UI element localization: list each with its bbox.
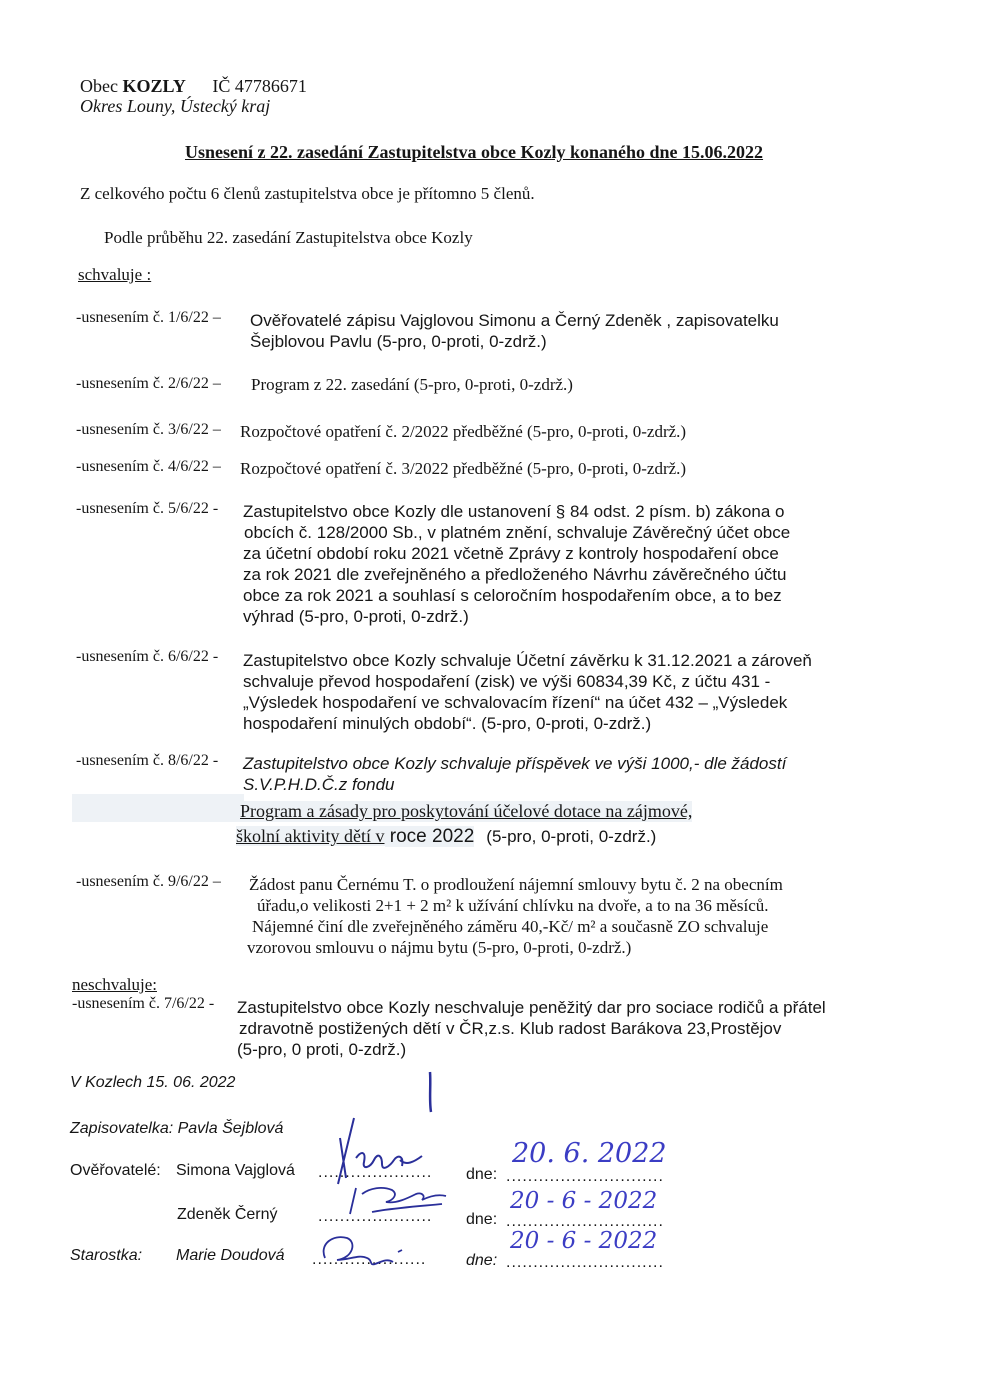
verifier-1-signature	[338, 1118, 422, 1184]
resolution-text-2: Program z 22. zasedání (5-pro, 0-proti, 0-zdrž.)	[251, 375, 573, 394]
resolution-line: Šejblovou Pavlu (5-pro, 0-proti, 0-zdrž.)	[250, 332, 547, 351]
mayor-date-label: dne:	[466, 1252, 498, 1269]
rejects-heading: neschvaluje:	[72, 975, 157, 994]
resolution-line: Ověřovatelé zápisu Vajglovou Simonu a Černý Zdeněk , zapisovatelku	[250, 311, 779, 330]
resolution-line: Zastupitelstvo obce Kozly dle ustanovení § 84 odst. 2 písm. b) zákona o	[243, 502, 785, 521]
approves-heading: schvaluje :	[78, 265, 152, 284]
verifier-2-dots: .....................	[318, 1208, 433, 1225]
resolution-line: (5-pro, 0 proti, 0-zdrž.)	[237, 1040, 407, 1059]
place-date: V Kozlech 15. 06. 2022	[70, 1074, 236, 1091]
resolution-line: zdravotně postižených dětí v ČR,z.s. Klub radost Barákova 23,Prostějov	[239, 1019, 782, 1038]
resolution-prefix-1: -usnesením č. 1/6/22 –	[76, 309, 221, 326]
resolution-line: Žádost panu Černému T. o prodloužení nájemní smlouvy bytu č. 2 na obecním	[249, 875, 783, 894]
resolution-prefix-5: -usnesením č. 5/6/22 -	[76, 500, 219, 517]
resolution-line: hospodaření minulých období“. (5-pro, 0-proti, 0-zdrž.)	[243, 714, 652, 733]
verifier-2-date-label: dne:	[466, 1211, 498, 1228]
company-id: IČ 47786671	[212, 76, 307, 96]
verifier-1-name: Simona Vajglová	[176, 1162, 295, 1179]
verifier-1-dots: .....................	[318, 1164, 433, 1181]
municipality-prefix: Obec	[80, 76, 118, 96]
resolution-prefix-6: -usnesením č. 6/6/22 -	[76, 648, 219, 665]
fund-program-line: Program a zásady pro poskytování účelové dotace na zájmové,	[240, 801, 693, 821]
resolution-line: za rok 2021 dle zveřejněného a předloženého Návrhu závěrečného účtu	[243, 565, 787, 584]
verifier-1-date-dots: .............................	[506, 1168, 664, 1185]
resolution-line: obce za rok 2021 a souhlasí s celoročním hospodařením obce, a to bez	[243, 586, 782, 605]
verifier-2-signature	[350, 1188, 446, 1214]
resolution-prefix-4: -usnesením č. 4/6/22 –	[76, 458, 221, 475]
resolution-line: Zastupitelstvo obce Kozly schvaluje příspěvek ve výši 1000,- dle žádostí	[243, 754, 787, 773]
verifier-2-name: Zdeněk Černý	[177, 1206, 278, 1223]
resolution-line: výhrad (5-pro, 0-proti, 0-zdrž.)	[243, 607, 469, 626]
fund-program-text: školní aktivity dětí v	[236, 826, 385, 846]
resolution-prefix-2: -usnesením č. 2/6/22 –	[76, 375, 221, 392]
verifier-1-handwritten-date: 20. 6. 2022	[512, 1138, 667, 1169]
verifier-1-date-label: dne:	[466, 1166, 498, 1183]
resolution-prefix-8: -usnesením č. 8/6/22 -	[76, 752, 219, 769]
resolution-line: Nájemné činí dle zveřejněného záměru 40,-Kč/ m² a současně ZO schvaluje	[252, 917, 769, 936]
mayor-signature	[324, 1237, 402, 1264]
course-text: Podle průběhu 22. zasedání Zastupitelstva obce Kozly	[104, 228, 473, 247]
rejected-prefix-7: -usnesením č. 7/6/22 -	[72, 995, 215, 1012]
municipality-name: KOZLY	[122, 76, 186, 96]
resolution-line: vzorovou smlouvu o nájmu bytu (5-pro, 0-proti, 0-zdrž.)	[247, 938, 632, 957]
resolution-text-3: Rozpočtové opatření č. 2/2022 předběžné (5-pro, 0-proti, 0-zdrž.)	[240, 422, 687, 441]
resolution-line: Zastupitelstvo obce Kozly schvaluje Účetní závěrku k 31.12.2021 a zároveň	[243, 651, 812, 670]
recorder-line: Zapisovatelka: Pavla Šejblová	[70, 1120, 284, 1137]
attendance-text: Z celkového počtu 6 členů zastupitelstva obce je přítomno 5 členů.	[80, 184, 535, 203]
mayor-handwritten-date: 20 - 6 - 2022	[510, 1228, 658, 1254]
verifiers-label: Ověřovatelé:	[70, 1162, 161, 1179]
resolution-text-4: Rozpočtové opatření č. 3/2022 předběžné (5-pro, 0-proti, 0-zdrž.)	[240, 459, 687, 478]
resolution-line: S.V.P.H.D.Č.z fondu	[243, 775, 395, 794]
mayor-dots: .....................	[312, 1251, 427, 1268]
margin-stroke	[430, 1072, 431, 1112]
mayor-name: Marie Doudová	[176, 1247, 285, 1264]
mayor-label: Starostka:	[70, 1247, 143, 1264]
resolution-prefix-9: -usnesením č. 9/6/22 –	[76, 873, 221, 890]
district-line: Okres Louny, Ústecký kraj	[80, 96, 271, 116]
resolution-line: obcích č. 128/2000 Sb., v platném znění, schvaluje Závěrečný účet obce	[244, 523, 791, 542]
fund-year: roce 2022	[384, 826, 475, 847]
document-title: Usnesení z 22. zasedání Zastupitelstva obce Kozly konaného dne 15.06.2022	[185, 142, 764, 162]
resolution-prefix-3: -usnesením č. 3/6/22 –	[76, 421, 221, 438]
resolution-line: úřadu,o velikosti 2+1 + 2 m² k užívání chlívku na dvoře, a to na 36 měsíců.	[257, 896, 769, 915]
resolution-line: schvaluje převod hospodaření (zisk) ve výši 60834,39 Kč, z účtu 431 -	[243, 672, 771, 691]
fund-votes: (5-pro, 0-proti, 0-zdrž.)	[486, 827, 657, 846]
verifier-2-handwritten-date: 20 - 6 - 2022	[510, 1188, 658, 1214]
resolution-line: „Výsledek hospodaření ve schvalovacím řízení“ na účet 432 – „Výsledek	[243, 693, 788, 712]
resolution-line: za účetní období roku 2021 včetně Zprávy z kontroly hospodaření obce	[243, 544, 779, 563]
mayor-date-dots: .............................	[506, 1254, 664, 1271]
resolution-line: Zastupitelstvo obce Kozly neschvaluje peněžitý dar pro sociace rodičů a přátel	[237, 998, 826, 1017]
verifier-2-date-dots: .............................	[506, 1213, 664, 1230]
